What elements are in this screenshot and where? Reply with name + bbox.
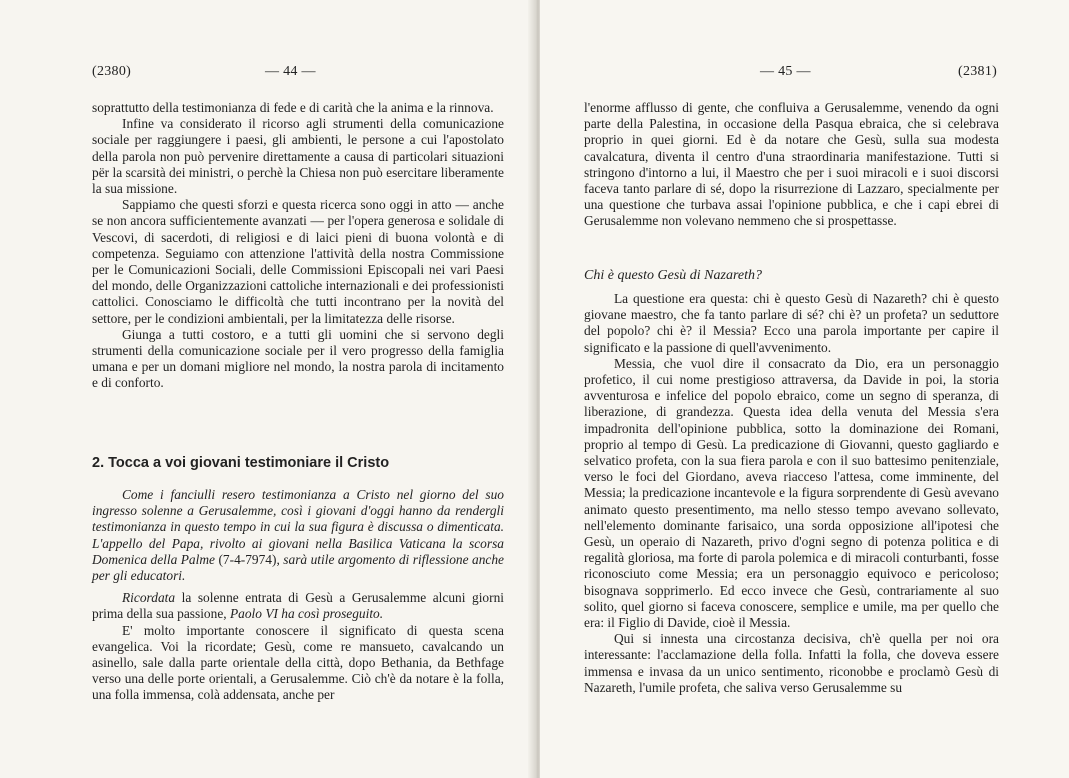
paragraph: soprattutto della testimonianza di fede e di carità che la anima e la rinnova. [92,100,494,115]
section-heading: 2. Tocca a voi giovani testimoniare il Cristo [92,455,390,471]
paragraph: Messia, che vuol dire il consacrato da Dio, era un personaggio profetico, il cui nome prestigioso attraversa, da Davide in poi, la storia avventurosa e infelice del popolo ebraico, come un segno di speranza, di liberazione, di grandezza. Questa idea della venuta del Messia s'era impadronita dell'opinione pubblica, sotto la dominazione dei Romani, proprio al tempo di Gesù. La predicazione di Giovanni, questo gagliardo e selvatico profeta, con la sua fiera parola e con il suo battesimo penitenziale, verso le foci del Giordano, aveva riacceso l'attesa, come imminente, del Messia; la predicazione incantevole e la figura sorprendente di Gesù avevano animato questo presentimento, ma nello stesso tempo avevano sollevato, nell'elemento dominante farisaico, una sorda opposizione all'ipotesi che Gesù, un operaio di Nazareth, privo d'ogni segno di potenza politica e di regalità gloriosa, ma forte di parola polemica e di miracoli conturbanti, fosse riconosciuto come Messia; era un personaggio equivoco e pericoloso; bisognava sopprimerlo. Ed ecco invece che Gesù, contrariamente al suo solito, quel giorno si faceva conoscere, semplice e umile, ma per quello che era: il Figlio di Davide, cioè il Messia. [584,355,999,631]
right-page-number: — 45 — [760,64,811,79]
paragraph: Qui si innesta una circostanza decisiva, ch'è quella per noi ora interessante: l'acclamazione della folla. Infatti la folla, che doveva essere immensa e invasa da un unico sentimento, riconobbe e proclamò Gesù di Nazareth, l'umile profeta, che saliva verso Gerusalemme su [584,631,999,695]
left-doc-number: (2380) [92,64,132,79]
italic-intro-date: (7-4-7974), [218,551,280,567]
paragraph: Giunga a tutti costoro, e a tutti gli uomini che si servono degli strumenti della comunicazione sociale per il vero progresso della famiglia umana e per un domani migliore nel mondo, la nostra parola di incitamento e di conforto. [92,326,504,391]
right-top-text [584,100,999,230]
left-page-number: — 44 — [265,64,316,79]
paragraph-ricordata [92,590,504,622]
right-doc-number: (2381) [958,64,998,79]
ricordata-mid: la solenne entrata di Gesù a Gerusalemme alcuni giorni prima della sua passione, [92,590,504,622]
left-section-text [92,487,504,704]
italic-intro-text: Come i fanciulli resero testimonianza a Cristo nel giorno del suo ingresso solenne a Gerusalemme, così i giovani d'oggi hanno da rendergli testimonianza in questo tempo in cui la sua figura è discussa o dimenticata. L'appello del Papa, rivolto ai giovani nella Basilica Vaticana la scorsa Domenica della Palme [92,487,504,567]
right-main-text [584,291,999,696]
paragraph: l'enorme afflusso di gente, che confluiva a Gerusalemme, venendo da ogni parte della Palestina, in occasione della Pasqua ebraica, che si celebrava proprio in quei giorni. Ed è da notare che Gesù, sulla sua modesta cavalcatura, diventa il centro d'una straordinaria manifestazione. Tutti si stringono d'intorno a lui, il Maestro che per i suoi miracoli e i suoi discorsi faceva tanto parlare di sé, dopo la risurrezione di Lazzaro, specialmente per una questione che turbava assai l'opinione pubblica, e che i capi ebrei di Gerusalemme non volevano nemmeno che si prospettasse. [584,100,999,229]
paragraph: E' molto importante conoscere il significato di questa scena evangelica. Voi la ricordate; Gesù, come re mansueto, cavalcando un asinello, sale dalla parte orientale della città, dopo Bethania, da Bethfage verso una delle porte orientali, a Gerusalemme. Ciò ch'è da notare è la folla, una folla immensa, colà addensata, anche per [92,622,504,703]
left-intro-text [92,100,504,392]
paragraph: Infine va considerato il ricorso agli strumenti della comunicazione sociale per raggiungere i paesi, gli ambienti, le persone a cui l'apostolato della parola non può pervenire direttamente a causa di particolari situazioni për la scarsità dei ministri, o perchè la Chiesa non può esercitare liberamente la sua missione. [92,116,504,197]
paragraph: Sappiamo che questi sforzi e questa ricerca sono oggi in atto — anche se non ancora sufficientemente avanzati — per l'opera generosa e solidale di Vescovi, di sacerdoti, di religiosi e di laici pieni di buona volontà e di competenza. Seguiamo con attenzione l'attività della nostra Commissione per le Comunicazioni Sociali, delle Commissioni Episcopali nei vari Paesi del mondo, delle Organizzazioni cattoliche internazionali e dei professionisti cattolici. Conosciamo le difficoltà che tutti incontrano per la novità del settore, per le condizioni ambientali, per la limitatezza delle risorse. [92,197,504,326]
italic-introduction [92,487,504,584]
right-page [540,0,1069,778]
ricordata-start: Ricordata [122,590,176,606]
section-subheading: Chi è questo Gesù di Nazareth? [584,268,762,283]
ricordata-end: Paolo VI ha così proseguito. [229,606,384,622]
paragraph: La questione era questa: chi è questo Gesù di Nazareth? chi è questo giovane maestro, che fa tanto parlare di sé? chi è? un profeta? un seduttore del popolo? chi è? il Messia? Ecco una parola importante per capire il significato e la passione di quell'avvenimento. [584,291,999,355]
italic-intro-end: sarà utile argomento di riflessione anche per gli educatori. [92,551,504,584]
